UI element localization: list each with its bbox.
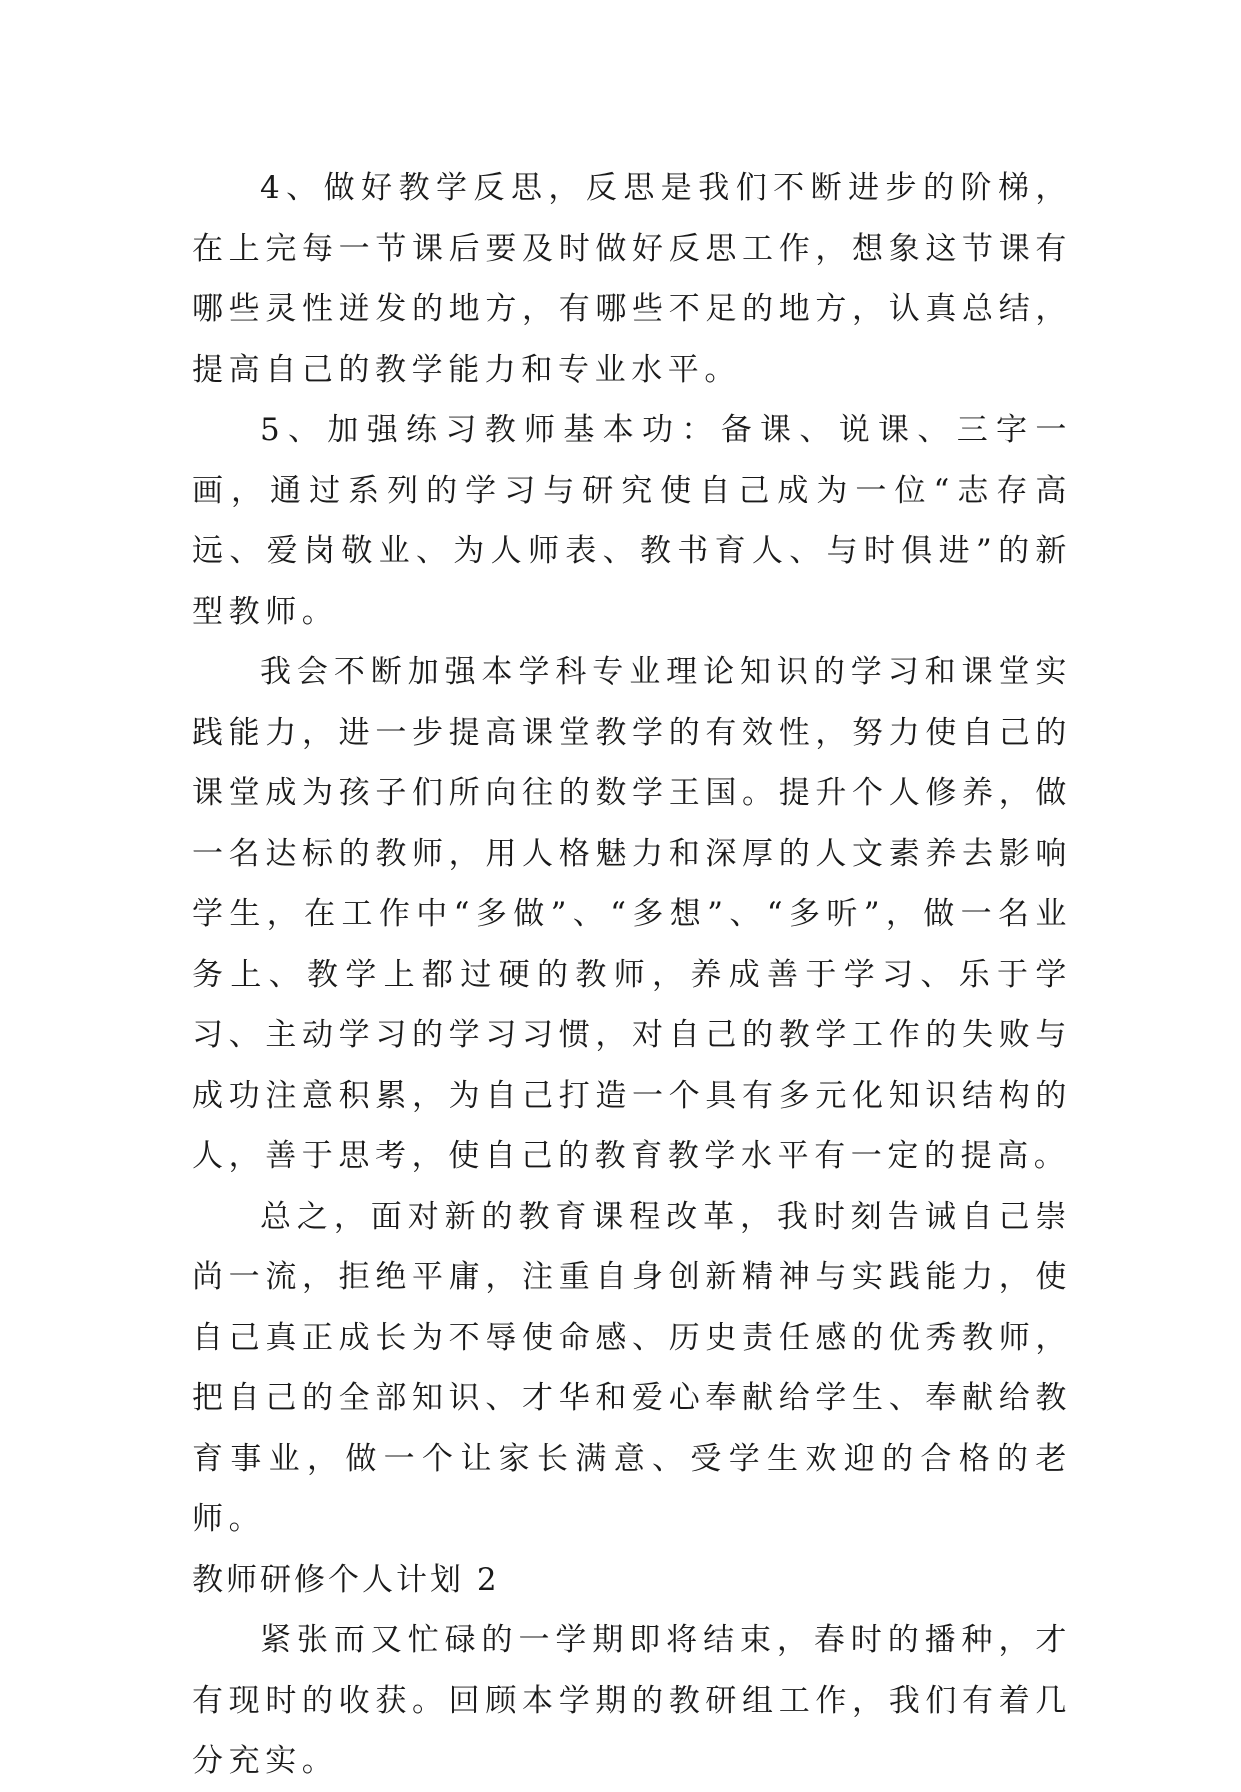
paragraph-semester-review: 紧张而又忙碌的一学期即将结束，春时的播种，才有现时的收获。回顾本学期的教研组工作，我们有着几分充实。 — [192, 1622, 1072, 1779]
document-body — [192, 158, 1072, 1792]
paragraph-basic-skills: 5、加强练习教师基本功：备课、说课、三字一画，通过系列的学习与研究使自己成为一位“志存高远、爱岗敬业、为人师表、教书育人、与时俱进”的新型教师。 — [192, 412, 1072, 630]
paragraph-conclusion: 总之，面对新的教育课程改革，我时刻告诫自己崇尚一流，拒绝平庸，注重自身创新精神与实践能力，使自己真正成长为不辱使命感、历史责任感的优秀教师，把自己的全部知识、才华和爱心奉献给学生、奉献给教育事业，做一个让家长满意、受学生欢迎的合格的老师。 — [192, 1198, 1072, 1537]
section-heading: 教师研修个人计划 2 — [192, 1561, 500, 1598]
paragraph-reflection: 4、做好教学反思，反思是我们不断进步的阶梯，在上完每一节课后要及时做好反思工作，想象这节课有哪些灵性迸发的地方，有哪些不足的地方，认真总结，提高自己的教学能力和专业水平。 — [192, 170, 1072, 388]
paragraph-professional-growth: 我会不断加强本学科专业理论知识的学习和课堂实践能力，进一步提高课堂教学的有效性，努力使自己的课堂成为孩子们所向往的数学王国。提升个人修养，做一名达标的教师，用人格魅力和深厚的人文素养去影响学生，在工作中“多做”、“多想”、“多听”，做一名业务上、教学上都过硬的教师，养成善于学习、乐于学习、主动学习的学习习惯，对自己的教学工作的失败与成功注意积累，为自己打造一个具有多元化知识结构的人，善于思考，使自己的教育教学水平有一定的提高。 — [192, 654, 1072, 1174]
